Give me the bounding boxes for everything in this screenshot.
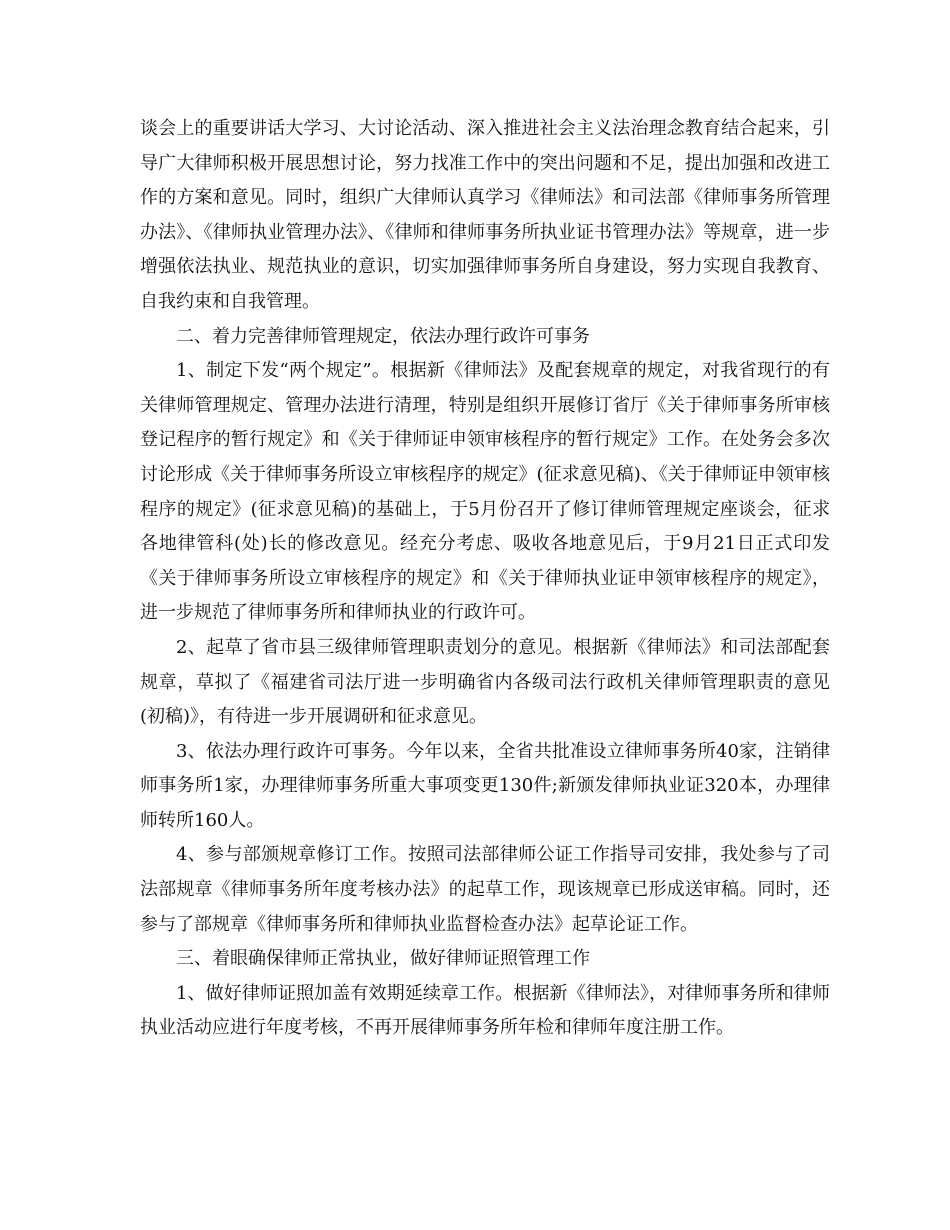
paragraph-item-1: 1、制定下发“两个规定”。根据新《律师法》及配套规章的规定，对我省现行的有关律师管理规定、管理办法进行清理，特别是组织开展修订省厅《关于律师事务所审核登记程序的暂行规定》和《关于律师证申领审核程序的暂行规定》工作。在处务会多次讨论形成《关于律师事务所设立审核程序的规定》(征求意见稿)、《关于律师证申领审核程序的规定》(征求意见稿)的基础上，于5月份召开了修订律师管理规定座谈会，征求各地律管科(处)长的修改意见。经充分考虑、吸收各地意见后，于9月21日正式印发《关于律师事务所设立审核程序的规定》和《关于律师执业证申领审核程序的规定》，进一步规范了律师事务所和律师执业的行政许可。 <box>140 360 830 624</box>
paragraph-item-2: 2、起草了省市县三级律师管理职责划分的意见。根据新《律师法》和司法部配套规章，草拟了《福建省司法厅进一步明确省内各级司法行政机关律师管理职责的意见(初稿)》，有待进一步开展调研和征求意见。 <box>140 636 830 728</box>
section-heading-two: 二、着力完善律师管理规定，依法办理行政许可事务 <box>176 325 590 347</box>
paragraph-item-3: 3、依法办理行政许可事务。今年以来，全省共批准设立律师事务所40家，注销律师事务所1家，办理律师事务所重大事项变更130件;新颁发律师执业证320本，办理律师转所160人。 <box>140 740 830 831</box>
paragraph-item-5: 1、做好律师证照加盖有效期延续章工作。根据新《律师法》，对律师事务所和律师执业活动应进行年度考核，不再开展律师事务所年检和律师年度注册工作。 <box>140 982 830 1039</box>
paragraph-continuation: 谈会上的重要讲话大学习、大讨论活动、深入推进社会主义法治理念教育结合起来，引导广大律师积极开展思想讨论，努力找准工作中的突出问题和不足，提出加强和改进工作的方案和意见。同时，组织广大律师认真学习《律师法》和司法部《律师事务所管理办法》、《律师执业管理办法》、《律师和律师事务所执业证书管理办法》等规章，进一步增强依法执业、规范执业的意识，切实加强律师事务所自身建设，努力实现自我教育、自我约束和自我管理。 <box>140 118 830 312</box>
document-body <box>140 112 830 1046</box>
paragraph-item-4: 4、参与部颁规章修订工作。按照司法部律师公证工作指导司安排，我处参与了司法部规章《律师事务所年度考核办法》的起草工作，现该规章已形成送审稿。同时，还参与了部规章《律师事务所和律师执业监督检查办法》起草论证工作。 <box>140 844 830 935</box>
section-heading-three: 三、着眼确保律师正常执业，做好律师证照管理工作 <box>176 948 590 970</box>
